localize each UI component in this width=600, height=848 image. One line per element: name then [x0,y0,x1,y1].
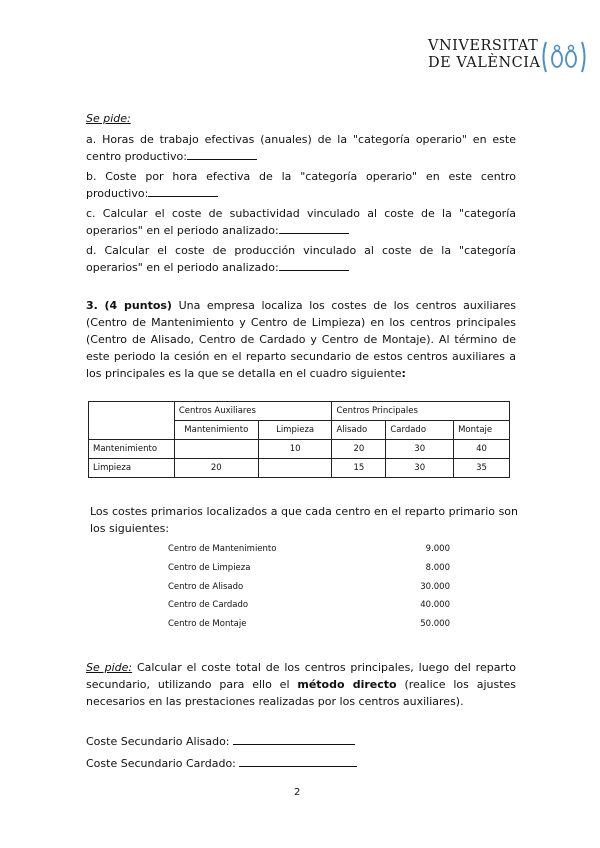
table-row [89,459,510,478]
task-heading: Se pide: [86,661,133,674]
task-method: método directo [297,678,397,691]
se-pide-heading: Se pide: [86,112,131,125]
logo-line-1: VNIVERSITAT [428,38,539,54]
problem-intro: Una empresa localiza los costes de los centros auxiliares (Centro de Mantenimiento y Centro de Limpieza) en los centros principales (Centro de Alisado, Centro de Cardado y Centro de Montaje). Al término de este periodo la cesión en el reparto secundario de estos centros auxiliares a los principales es la que se detalla en el cuadro siguiente [86,299,517,380]
cost-center-name: Centro de Alisado [168,581,244,592]
problem-number: 3. [86,299,98,312]
table-cell: 40 [454,440,510,459]
table-group-row [89,402,510,421]
answer-cardado-label: Coste Secundario Cardado: [86,757,236,770]
row-label: Mantenimiento [89,440,175,459]
task-statement [86,659,516,710]
column-header: Mantenimiento [174,421,258,440]
problem-intro-end: : [401,367,406,380]
table-cell: 20 [174,459,258,478]
problem-points: (4 puntos) [104,299,172,312]
university-logo [428,38,588,76]
cost-center-name: Centro de Limpieza [168,562,251,573]
question-d-text: d. Calcular el coste de producción vinculado al coste de la "categoría operarios" en el periodo analizado: [86,244,516,274]
question-d [86,242,516,276]
question-b-text: b. Coste por hora efectiva de la "categoría operario" en este centro productivo: [86,170,516,200]
cost-center-name: Centro de Cardado [168,600,249,611]
answer-blank [187,148,257,160]
question-c-text: c. Calcular el coste de subactividad vinculado al coste de la "categoría operarios" en el periodo analizado: [86,207,516,237]
column-header: Alisado [332,421,386,440]
primary-costs-list [168,541,450,635]
list-item [168,560,450,579]
table-cell: 20 [332,440,386,459]
group-header-main: Centros Principales [332,402,510,421]
answer-alisado [86,733,355,750]
question-a [86,131,516,165]
question-a-text: a. Horas de trabajo efectivas (anuales) de la "categoría operario" en este centro productivo: [86,133,516,163]
table-cell: 35 [454,459,510,478]
answer-blank [239,755,357,767]
table-corner-cell [89,402,175,440]
answer-cardado [86,755,357,772]
primary-costs-intro: Los costes primarios localizados a que cada centro en el reparto primario son los siguientes: [90,505,518,535]
table-cell: 30 [386,459,454,478]
column-header: Montaje [454,421,510,440]
group-header-aux: Centros Auxiliares [174,402,332,421]
answer-alisado-label: Coste Secundario Alisado: [86,735,230,748]
table-cell: 10 [258,440,332,459]
problem-3-statement [86,297,516,382]
column-header: Cardado [386,421,454,440]
cost-center-value: 9.000 [425,544,450,554]
cost-center-value: 40.000 [420,600,450,611]
cost-center-value: 8.000 [425,562,450,573]
list-item [168,541,450,560]
logo-line-2: DE VALÈNCIA [428,55,541,71]
column-header: Limpieza [258,421,332,440]
list-item [168,597,450,616]
table-cell [258,459,332,478]
answer-blank [148,185,218,197]
table-row [89,440,510,459]
task-text-1: Calcular el coste total de los centros principales, luego del reparto secundario, utilizando para ello el [86,661,517,691]
page-number: 2 [294,787,301,798]
task-text-2: (realice los ajustes necesarios en las prestaciones realizadas por los centros auxiliares). [86,678,517,708]
cession-table [88,401,510,478]
cost-center-value: 30.000 [420,581,450,592]
university-emblem-icon [540,40,588,74]
answer-blank [279,222,349,234]
list-item [168,616,450,635]
row-label: Limpieza [89,459,175,478]
question-c [86,205,516,239]
cost-center-value: 50.000 [420,619,450,630]
list-item [168,579,450,598]
table-cell: 15 [332,459,386,478]
table-cell: 30 [386,440,454,459]
cost-center-name: Centro de Mantenimiento [168,544,277,554]
table-cell [174,440,258,459]
cost-center-name: Centro de Montaje [168,619,247,630]
answer-blank [279,259,349,271]
answer-blank [233,733,355,745]
question-b [86,168,516,202]
